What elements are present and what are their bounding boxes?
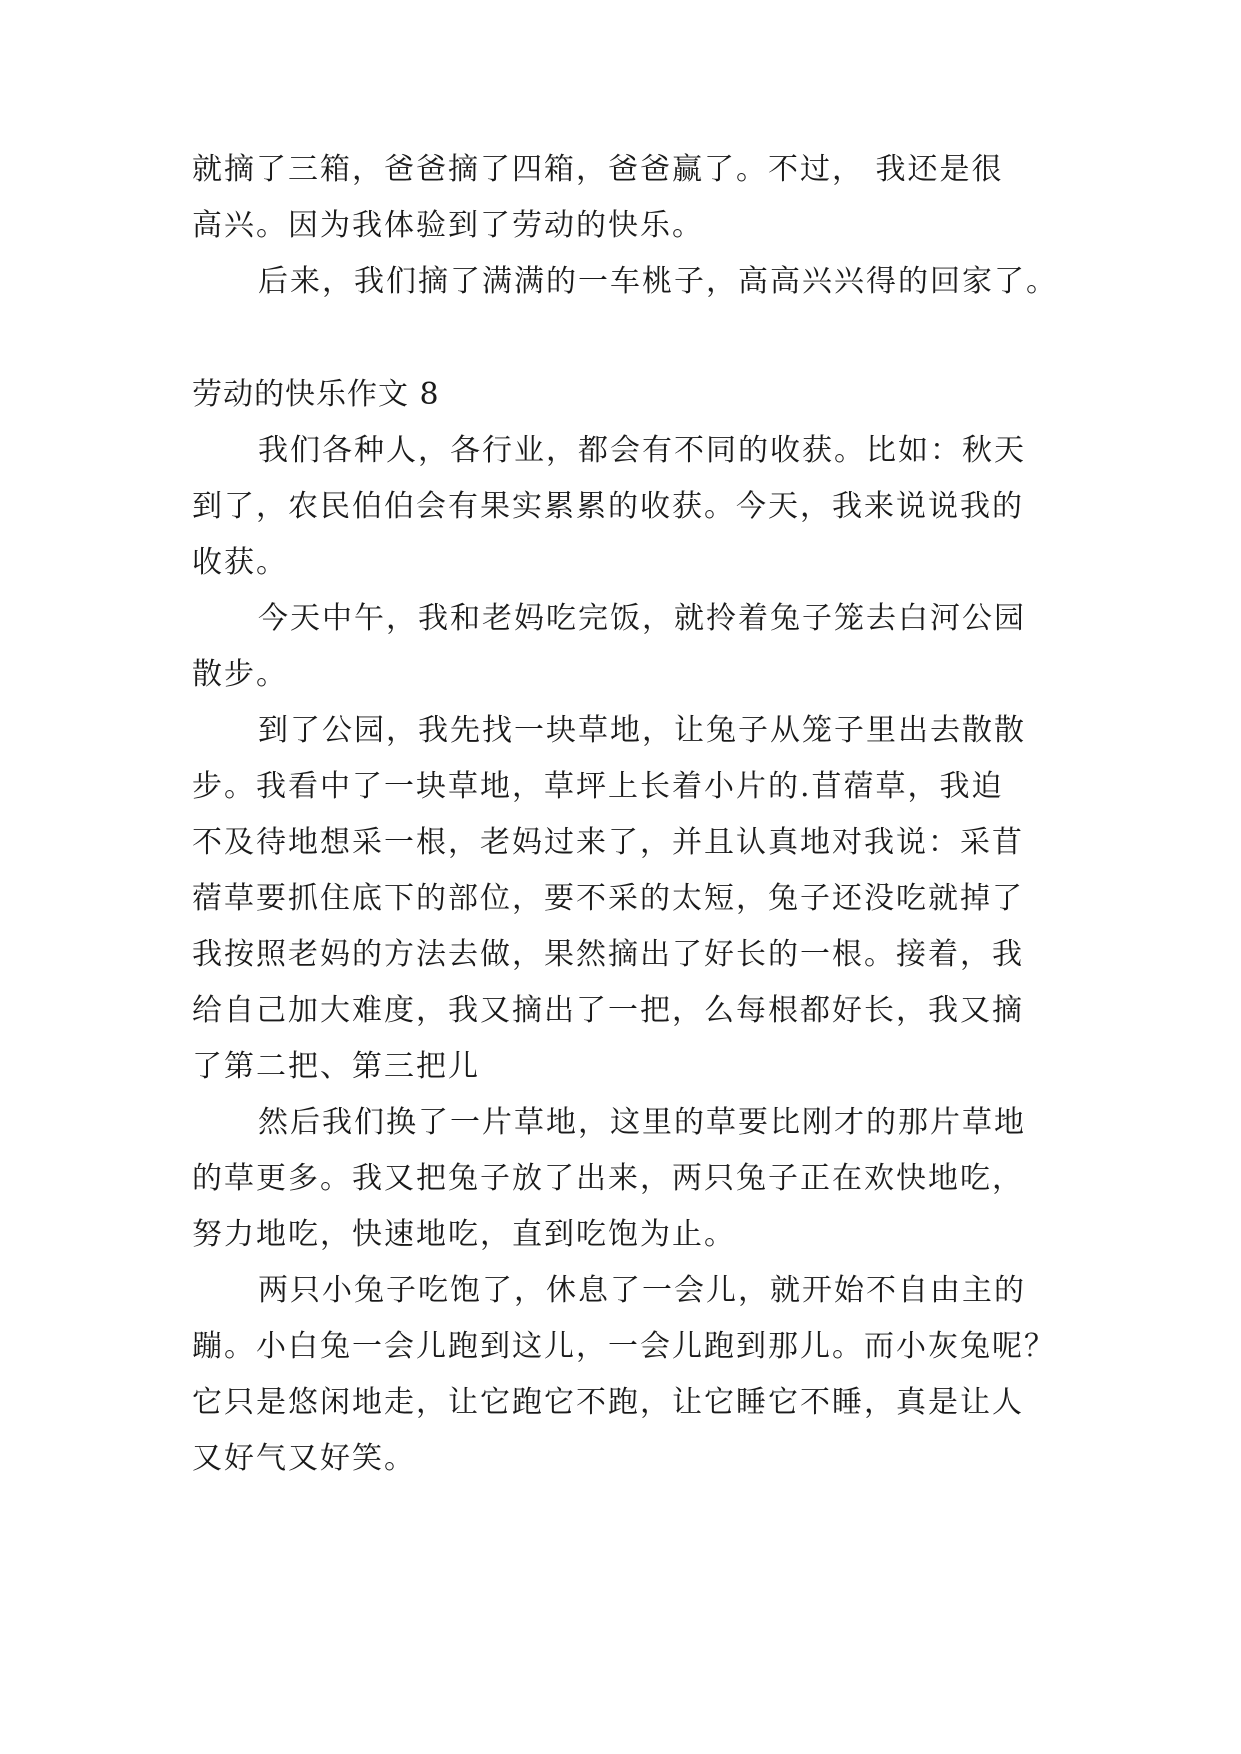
text-line: 今天中午，我和老妈吃完饭，就拎着兔子笼去白河公园 (258, 601, 1026, 636)
text-line: 不及待地想采一根，老妈过来了，并且认真地对我说：采苜 (192, 825, 1024, 860)
text-line: 到了，农民伯伯会有果实累累的收获。今天，我来说说我的 (192, 489, 1024, 524)
text-line: 两只小兔子吃饱了，休息了一会儿，就开始不自由主的 (258, 1273, 1026, 1308)
section-title: 劳动的快乐作文 8 (192, 377, 440, 412)
text-line: 给自己加大难度，我又摘出了一把，么每根都好长，我又摘 (192, 993, 1024, 1028)
text-line: 我们各种人，各行业，都会有不同的收获。比如：秋天 (258, 433, 1026, 468)
text-line: 蓿草要抓住底下的部位，要不采的太短，兔子还没吃就掉了 (192, 881, 1024, 916)
text-line: 了第二把、第三把儿 (192, 1049, 480, 1084)
text-line: 然后我们换了一片草地，这里的草要比刚才的那片草地 (258, 1105, 1026, 1140)
text-line: 的草更多。我又把兔子放了出来，两只兔子正在欢快地吃， (192, 1161, 1024, 1196)
text-line: 我按照老妈的方法去做，果然摘出了好长的一根。接着，我 (192, 937, 1024, 972)
text-line: 收获。 (192, 545, 288, 580)
text-line: 又好气又好笑。 (192, 1441, 416, 1476)
text-line: 蹦。小白兔一会儿跑到这儿，一会儿跑到那儿。而小灰兔呢？ (192, 1329, 1056, 1364)
text-line: 到了公园，我先找一块草地，让兔子从笼子里出去散散 (258, 713, 1026, 748)
text-line: 后来，我们摘了满满的一车桃子，高高兴兴得的回家了。 (258, 264, 1058, 299)
text-line: 高兴。因为我体验到了劳动的快乐。 (192, 208, 704, 243)
text-line: 它只是悠闲地走，让它跑它不跑，让它睡它不睡，真是让人 (192, 1385, 1024, 1420)
text-line: 散步。 (192, 657, 288, 692)
text-line: 步。我看中了一块草地，草坪上长着小片的.苜蓿草，我迫 (192, 769, 1004, 804)
text-line: 就摘了三箱，爸爸摘了四箱，爸爸赢了。不过， 我还是很 (192, 152, 1004, 187)
text-line: 努力地吃，快速地吃，直到吃饱为止。 (192, 1217, 736, 1252)
